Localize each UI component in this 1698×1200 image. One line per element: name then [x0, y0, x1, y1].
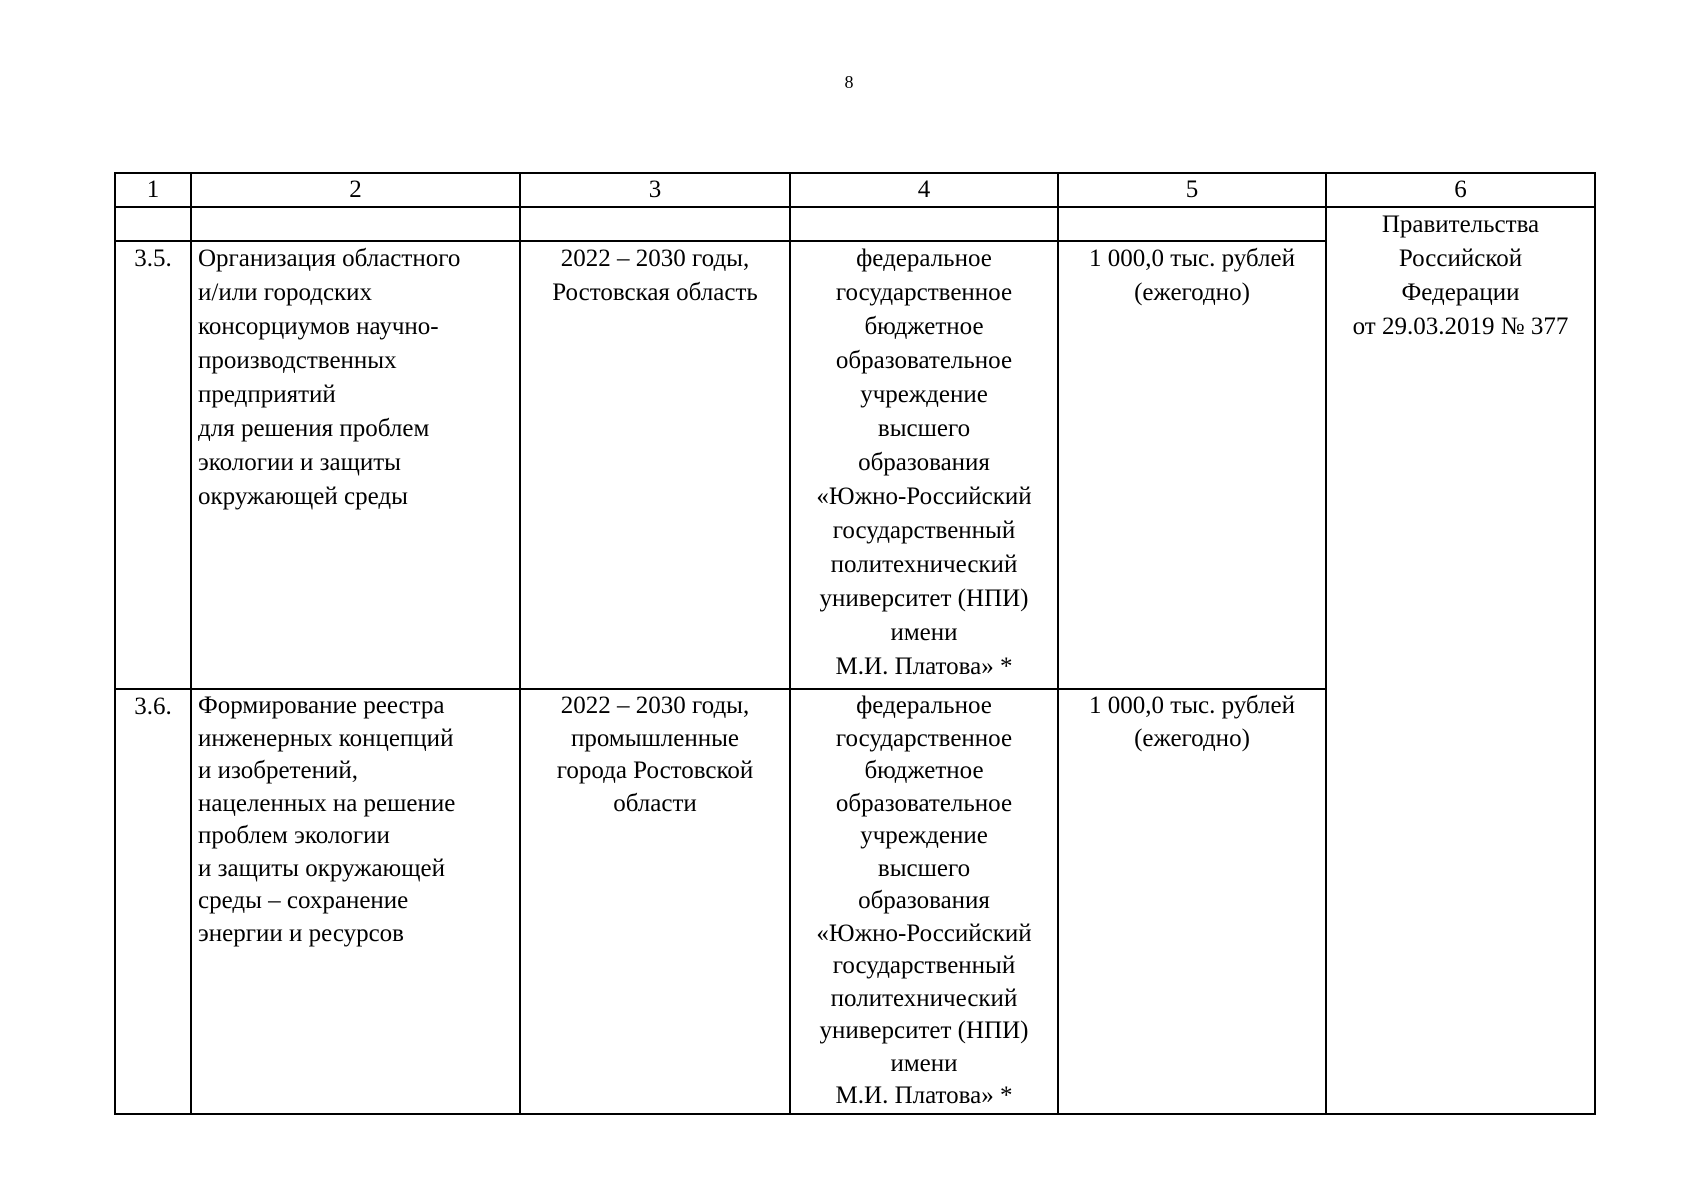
- table-cell: [520, 207, 790, 241]
- column-header-3: 3: [520, 173, 790, 207]
- item-description: Организация областного и/или городских консорциумов научно- производственных предприятий для решения проблем экологии и защиты окружающей среды: [191, 241, 520, 689]
- item-number: 3.5.: [115, 241, 191, 689]
- column-header-1: 1: [115, 173, 191, 207]
- page-number: 8: [844, 72, 854, 92]
- table-cell: [790, 207, 1058, 241]
- column-header-6: 6: [1326, 173, 1595, 207]
- continuation-row: [115, 207, 1595, 241]
- column-header-4: 4: [790, 173, 1058, 207]
- item-number: 3.6.: [115, 689, 191, 1114]
- table-header-row: [115, 173, 1595, 207]
- item-description: Формирование реестра инженерных концепций и изобретений, нацеленных на решение проблем экологии и защиты окружающей среды – сохранение энергии и ресурсов: [191, 689, 520, 1114]
- item-executor: федеральное государственное бюджетное образовательное учреждение высшего образования «Южно-Российский государственный политехнический университет (НПИ) имени М.И. Платова» *: [790, 689, 1058, 1114]
- item-funding: 1 000,0 тыс. рублей (ежегодно): [1058, 241, 1326, 689]
- legal-basis-cell: Правительства Российской Федерации от 29.03.2019 № 377: [1326, 207, 1595, 1114]
- item-funding: 1 000,0 тыс. рублей (ежегодно): [1058, 689, 1326, 1114]
- measures-table: [114, 172, 1596, 1115]
- item-period-place: 2022 – 2030 годы, промышленные города Ростовской области: [520, 689, 790, 1114]
- table-cell: [191, 207, 520, 241]
- column-header-2: 2: [191, 173, 520, 207]
- item-executor: федеральное государственное бюджетное образовательное учреждение высшего образования «Южно-Российский государственный политехнический университет (НПИ) имени М.И. Платова» *: [790, 241, 1058, 689]
- item-period-place: 2022 – 2030 годы, Ростовская область: [520, 241, 790, 689]
- column-header-5: 5: [1058, 173, 1326, 207]
- table-cell: [115, 207, 191, 241]
- table-cell: [1058, 207, 1326, 241]
